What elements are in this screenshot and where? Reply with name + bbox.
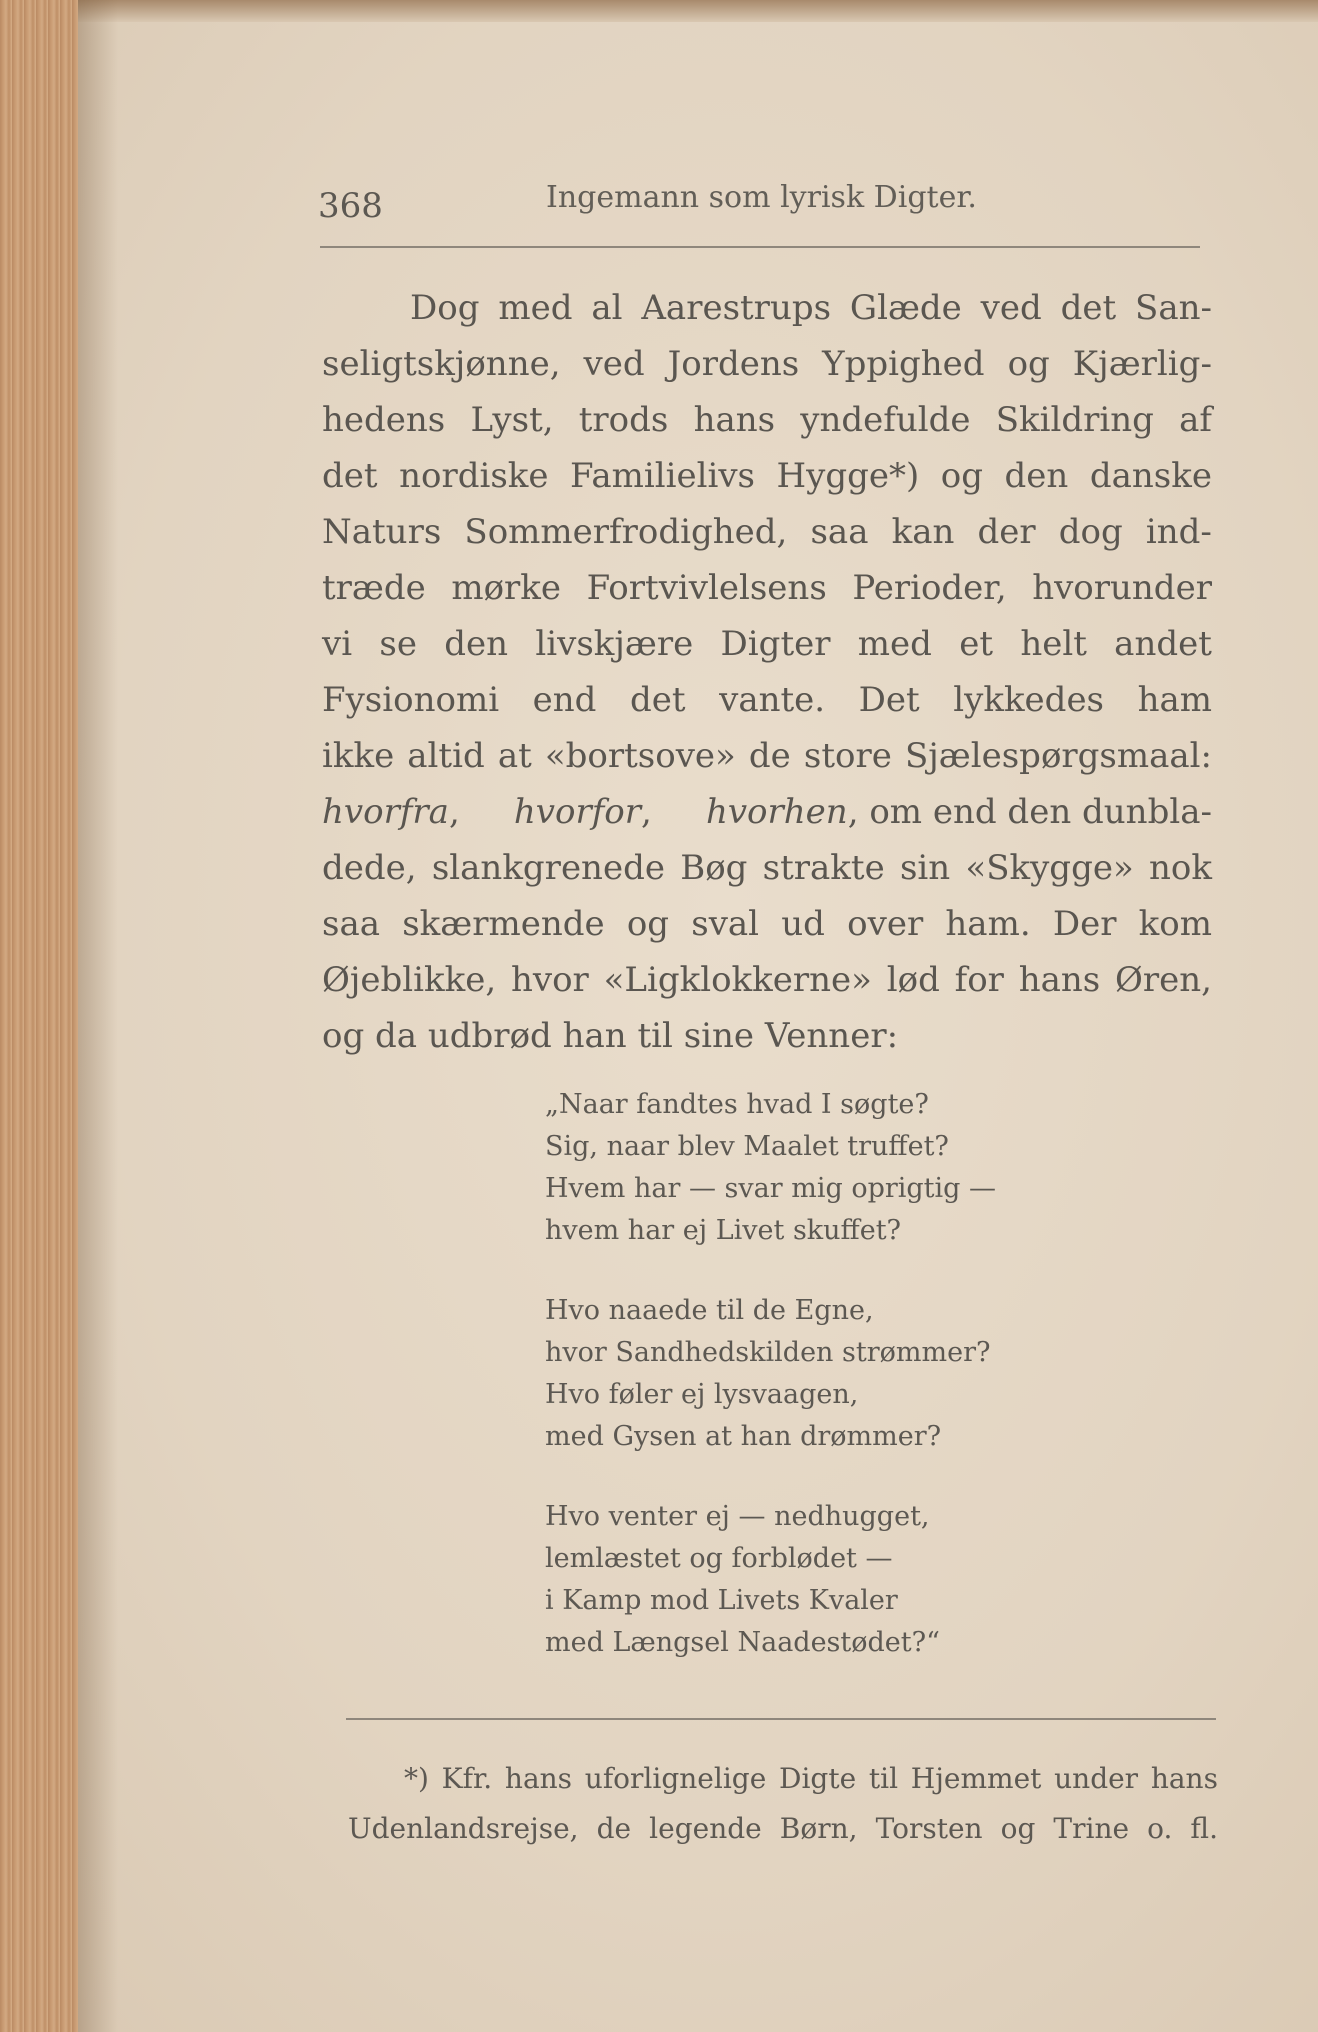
footnote-rule bbox=[346, 1718, 1216, 1720]
poem-line: med Længsel Naadestødet?“ bbox=[545, 1627, 940, 1658]
word: vi bbox=[322, 624, 353, 664]
poem-stanza bbox=[545, 1496, 1105, 1664]
header-rule bbox=[320, 246, 1200, 248]
word: Perioder, bbox=[852, 568, 1007, 608]
word: strakte bbox=[762, 848, 885, 888]
word: nok bbox=[1149, 848, 1212, 888]
word: træde bbox=[322, 568, 426, 608]
word: slankgrenede bbox=[431, 848, 665, 888]
poem-line: Hvo naaede til de Egne, bbox=[545, 1295, 874, 1326]
word: mørke bbox=[451, 568, 562, 608]
poem-line: hvem har ej Livet skuffet? bbox=[545, 1215, 902, 1246]
word: Øjeblikke, bbox=[322, 960, 497, 1000]
page-top-edge bbox=[0, 0, 1318, 22]
word: det bbox=[322, 456, 378, 496]
poem-line: hvor Sandhedskilden strømmer? bbox=[545, 1337, 991, 1368]
word: Der bbox=[1052, 904, 1117, 944]
word: Jordens bbox=[667, 344, 800, 384]
poem-stanza bbox=[545, 1290, 1105, 1458]
body-line bbox=[322, 616, 1212, 672]
body-line bbox=[322, 448, 1212, 504]
word: danske bbox=[1089, 456, 1212, 496]
word: med bbox=[857, 624, 932, 664]
word: der bbox=[977, 512, 1036, 552]
word: San- bbox=[1135, 288, 1212, 328]
word: ved bbox=[980, 288, 1042, 328]
word: altid bbox=[407, 736, 485, 776]
word: det bbox=[1060, 288, 1117, 328]
word: det bbox=[630, 680, 686, 720]
word: ud bbox=[781, 904, 825, 944]
word: seligtskjønne, bbox=[322, 344, 561, 384]
comma: , bbox=[641, 792, 652, 832]
poem-line: Hvem har — svar mig oprigtig — bbox=[545, 1173, 997, 1204]
poem-line: i Kamp mod Livets Kvaler bbox=[545, 1585, 898, 1616]
word: Sjælespørgsmaal: bbox=[904, 736, 1212, 776]
word: ikke bbox=[322, 736, 395, 776]
word: Torsten bbox=[875, 1812, 983, 1845]
word: at bbox=[497, 736, 532, 776]
word: til bbox=[868, 1762, 899, 1795]
word: Bøg bbox=[680, 848, 748, 888]
word: uforlignelige bbox=[584, 1762, 767, 1795]
body-line bbox=[322, 896, 1212, 952]
footnote-line bbox=[348, 1804, 1218, 1854]
body-line: og da udbrød han til sine Venner: bbox=[322, 1016, 899, 1056]
body-line-italic-words bbox=[322, 784, 1212, 840]
word: og bbox=[940, 456, 984, 496]
word: Udenlandsrejse, bbox=[348, 1812, 579, 1845]
word: Naturs bbox=[322, 512, 442, 552]
word: hans bbox=[693, 400, 776, 440]
comma: , bbox=[448, 792, 460, 832]
word: sval bbox=[691, 904, 760, 944]
word: Lyst, bbox=[470, 400, 554, 440]
word: hedens bbox=[322, 400, 446, 440]
word: fl. bbox=[1190, 1812, 1218, 1845]
word: Øren, bbox=[1115, 960, 1212, 1000]
book-spine-edge bbox=[0, 0, 78, 2032]
word: *) bbox=[404, 1762, 429, 1795]
word: med bbox=[498, 288, 573, 328]
word: hans bbox=[1150, 1762, 1218, 1795]
word: under bbox=[1054, 1762, 1139, 1795]
poem-line: Hvo venter ej — nedhugget, bbox=[545, 1501, 930, 1532]
word: Hygge*) bbox=[776, 456, 920, 496]
word: nordiske bbox=[399, 456, 549, 496]
poem-line: „Naar fandtes hvad I søgte? bbox=[545, 1089, 929, 1120]
word: ham. bbox=[945, 904, 1031, 944]
word: ved bbox=[583, 344, 645, 384]
word: Hjemmet bbox=[910, 1762, 1042, 1795]
word: Kjærlig- bbox=[1072, 344, 1212, 384]
body-line bbox=[322, 336, 1212, 392]
body-line bbox=[322, 672, 1212, 728]
word: lød bbox=[886, 960, 940, 1000]
word: saa bbox=[322, 904, 380, 944]
body-line bbox=[322, 504, 1212, 560]
word: ind- bbox=[1145, 512, 1212, 552]
word: Fysionomi bbox=[322, 680, 500, 720]
word: Kfr. bbox=[441, 1762, 493, 1795]
poem-line: Hvo føler ej lysvaagen, bbox=[545, 1379, 859, 1410]
italic-word-hvorfor: hvorfor bbox=[513, 792, 642, 832]
word: saa bbox=[810, 512, 869, 552]
word: Digte bbox=[779, 1762, 857, 1795]
body-line bbox=[322, 840, 1212, 896]
word: dede, bbox=[322, 848, 417, 888]
word: den bbox=[444, 624, 509, 664]
poem bbox=[545, 1084, 1105, 1702]
page-header bbox=[318, 176, 1208, 236]
italic-word-hvorhen: hvorhen bbox=[705, 792, 848, 832]
word: livskjære bbox=[535, 624, 694, 664]
word: Familielivs bbox=[570, 456, 755, 496]
italic-word-hvorfra: hvorfra bbox=[322, 792, 449, 832]
word: over bbox=[847, 904, 924, 944]
line-rest: , om end den dunbla- bbox=[847, 792, 1212, 832]
word: kan bbox=[891, 512, 955, 552]
word: end bbox=[532, 680, 597, 720]
body-text bbox=[322, 280, 1212, 1064]
word: legende bbox=[649, 1812, 762, 1845]
word: den bbox=[1004, 456, 1069, 496]
word: Dog bbox=[410, 288, 480, 328]
body-line bbox=[322, 392, 1212, 448]
word: al bbox=[591, 288, 623, 328]
word: og bbox=[1007, 344, 1050, 384]
poem-line: med Gysen at han drømmer? bbox=[545, 1421, 942, 1452]
word: o. bbox=[1147, 1812, 1173, 1845]
word: helt bbox=[1020, 624, 1087, 664]
page-number: 368 bbox=[318, 186, 383, 226]
word: kom bbox=[1138, 904, 1212, 944]
word: yndefulde bbox=[800, 400, 971, 440]
word: Sommerfrodighed, bbox=[464, 512, 788, 552]
poem-stanza bbox=[545, 1084, 1105, 1252]
word: et bbox=[959, 624, 994, 664]
footnote bbox=[348, 1754, 1218, 1854]
word: «Ligklokkerne» bbox=[603, 960, 872, 1000]
word: hvorunder bbox=[1032, 568, 1212, 608]
word: skærmende bbox=[402, 904, 605, 944]
word: Det bbox=[858, 680, 920, 720]
poem-line: Sig, naar blev Maalet truffet? bbox=[545, 1131, 949, 1162]
word: hans bbox=[504, 1762, 573, 1795]
word: Glæde bbox=[849, 288, 962, 328]
word: de bbox=[596, 1812, 632, 1845]
word: Aarestrups bbox=[641, 288, 832, 328]
word: de bbox=[748, 736, 791, 776]
word: Digter bbox=[720, 624, 831, 664]
word: Yppighed bbox=[822, 344, 985, 384]
gutter-shadow bbox=[78, 0, 118, 2032]
word: hvor bbox=[510, 960, 589, 1000]
body-line bbox=[322, 280, 1212, 336]
body-line bbox=[322, 952, 1212, 1008]
word: for bbox=[954, 960, 1004, 1000]
word: «Skygge» bbox=[965, 848, 1134, 888]
word: af bbox=[1179, 400, 1212, 440]
word: se bbox=[379, 624, 417, 664]
word: Børn, bbox=[779, 1812, 858, 1845]
word: vante. bbox=[719, 680, 826, 720]
word: store bbox=[803, 736, 892, 776]
word: trods bbox=[578, 400, 669, 440]
word: hans bbox=[1018, 960, 1101, 1000]
word: dog bbox=[1058, 512, 1123, 552]
word: Trine bbox=[1053, 1812, 1130, 1845]
word: andet bbox=[1114, 624, 1212, 664]
word: sin bbox=[899, 848, 951, 888]
footnote-line bbox=[348, 1754, 1218, 1804]
word: og bbox=[626, 904, 670, 944]
word: og bbox=[1000, 1812, 1036, 1845]
word: Skildring bbox=[995, 400, 1154, 440]
body-line bbox=[322, 560, 1212, 616]
word: «bortsove» bbox=[544, 736, 736, 776]
word: lykkedes bbox=[953, 680, 1105, 720]
word: Fortvivlelsens bbox=[586, 568, 827, 608]
running-head: Ingemann som lyrisk Digter. bbox=[546, 180, 977, 215]
body-line bbox=[322, 728, 1212, 784]
poem-line: lemlæstet og forblødet — bbox=[545, 1543, 893, 1574]
word: ham bbox=[1137, 680, 1212, 720]
